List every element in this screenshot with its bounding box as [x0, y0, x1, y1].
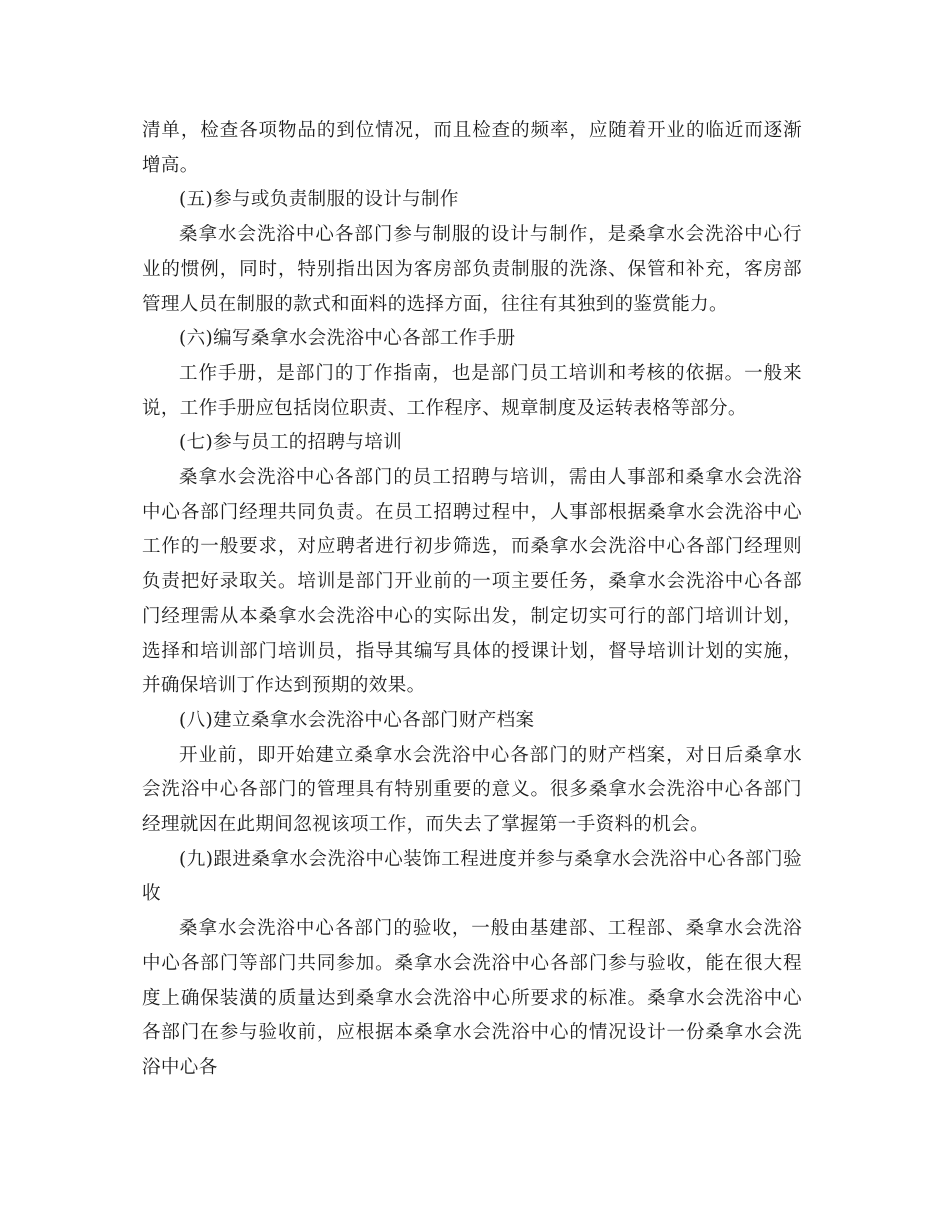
document-body: [142, 114, 802, 1086]
section-heading-8: (八)建立桑拿水会洗浴中心各部门财产档案: [179, 709, 535, 731]
paragraph-property-archive: 开业前，即开始建立桑拿水会洗浴中心各部门的财产档案，对日后桑拿水会洗浴中心各部门的管理具有特别重要的意义。很多桑拿水会洗浴中心各部门经理就因在此期间忽视该项工作，而失去了掌握第一手资料的机会。: [142, 744, 802, 836]
paragraph-acceptance: 桑拿水会洗浴中心各部门的验收，一般由基建部、工程部、桑拿水会洗浴中心各部门等部门共同参加。桑拿水会洗浴中心各部门参与验收，能在很大程度上确保装潢的质量达到桑拿水会洗浴中心所要求的标准。桑拿水会洗浴中心各部门在参与验收前，应根据本桑拿水会洗浴中心的情况设计一份桑拿水会洗浴中心各: [142, 918, 802, 1078]
paragraph-recruitment-training: 桑拿水会洗浴中心各部门的员工招聘与培训，需由人事部和桑拿水会洗浴中心各部门经理共同负责。在员工招聘过程中，人事部根据桑拿水会洗浴中心工作的一般要求，对应聘者进行初步筛选，而桑拿水会洗浴中心各部门经理则负责把好录取关。培训是部门开业前的一项主要任务，桑拿水会洗浴中心各部门经理需从本桑拿水会洗浴中心的实际出发，制定切实可行的部门培训计划，选择和培训部门培训员，指导其编写具体的授课计划，督导培训计划的实施，并确保培训丁作达到预期的效果。: [142, 467, 802, 697]
paragraph-uniform-design: 桑拿水会洗浴中心各部门参与制服的设计与制作，是桑拿水会洗浴中心行业的惯例，同时，特别指出因为客房部负责制服的洗涤、保管和补充，客房部管理人员在制服的款式和面料的选择方面，往往有其独到的鉴赏能力。: [142, 224, 802, 315]
section-heading-9: (九)跟进桑拿水会洗浴中心装饰工程进度并参与桑拿水会洗浴中心各部门验收: [142, 848, 802, 905]
paragraph-work-manual: 工作手册，是部门的丁作指南，也是部门员工培训和考核的依据。一般来说，工作手册应包括岗位职责、工作程序、规章制度及运转表格等部分。: [142, 362, 802, 419]
section-heading-5: (五)参与或负责制服的设计与制作: [179, 189, 459, 211]
section-heading-6: (六)编写桑拿水会洗浴中心各部工作手册: [179, 328, 516, 350]
section-heading-7: (七)参与员工的招聘与培训: [179, 432, 403, 454]
paragraph-continuation: 清单，检查各项物品的到位情况，而且检查的频率，应随着开业的临近而逐渐增高。: [142, 120, 802, 176]
